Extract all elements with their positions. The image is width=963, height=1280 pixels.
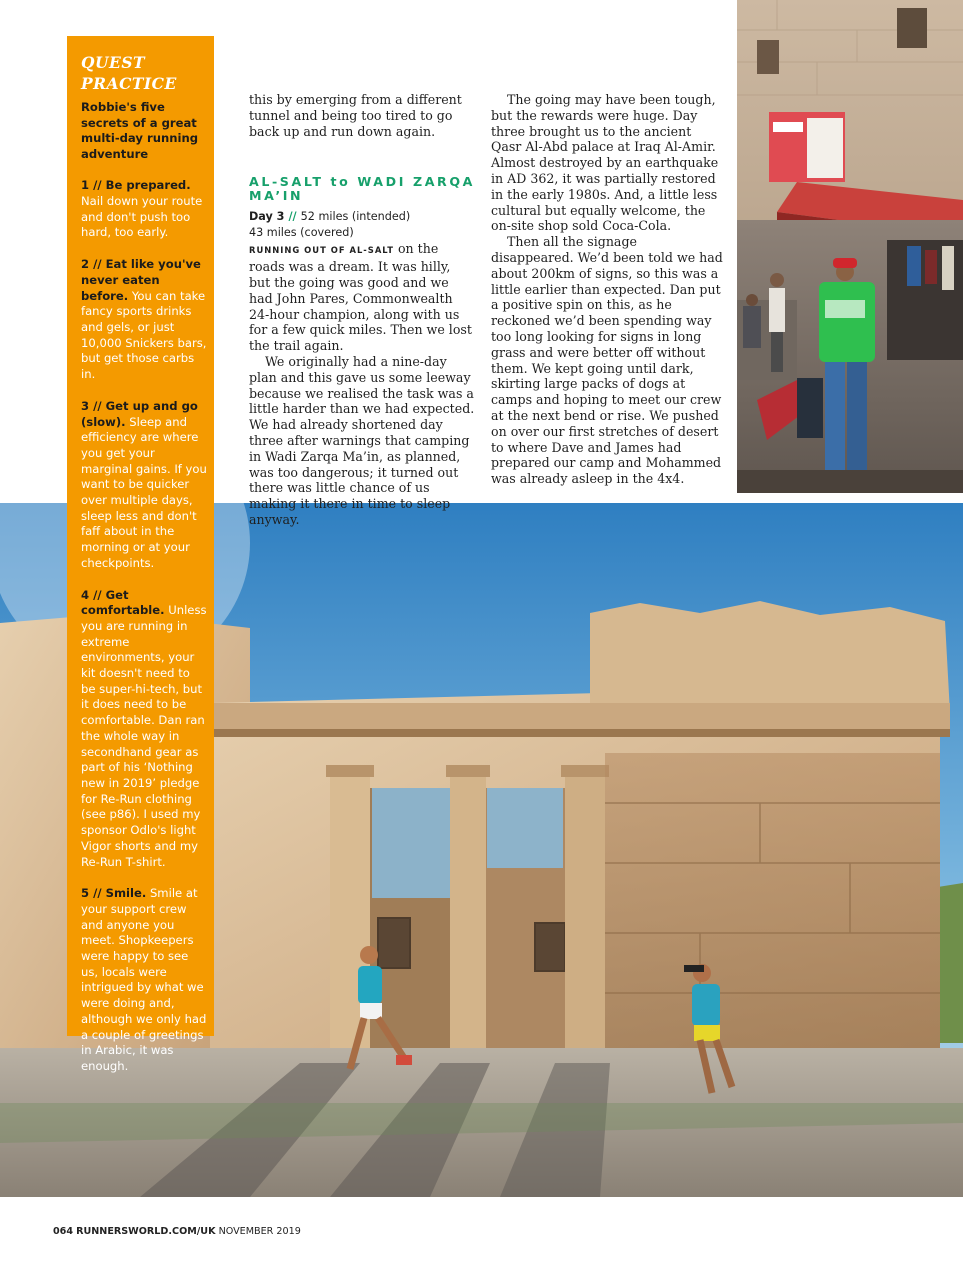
tip-item [81, 588, 208, 871]
tip-item [81, 178, 208, 241]
miles-covered: 43 miles (covered) [249, 226, 354, 240]
day-stats [249, 209, 475, 225]
quest-practice-sidebar [67, 36, 214, 1073]
tip-body: Unless you are running in extreme environments, your kit doesn't need to be super-hi-tech, but it does need to be comfortable. Dan ran the whole way in secondhand gear as part of his ‘Nothing new in 2019’ pledge for Re-Run clothing (see p86). I used my sponsor Odlo's light Vigor shorts and my Re-Run T-shirt. [81, 603, 207, 869]
tip-lead: 1 // Be prepared. [81, 178, 191, 193]
body-text: on the roads was a dream. It was hilly, but the going was good and we had John Pares, Commonwealth 24-hour champion, along with us for a few quick miles. Then we lost the trail again. [249, 241, 472, 354]
footer-site: RUNNERSWORLD.COM/UK [76, 1226, 216, 1237]
tip-lead: 2 // Eat like you've never eaten before. [81, 257, 201, 303]
page-number: 064 [53, 1226, 74, 1237]
lead-in-caps: RUNNING OUT OF AL-SALT [249, 245, 394, 256]
tip-lead: 5 // Smile. [81, 886, 147, 901]
page-footer [53, 1226, 301, 1237]
tip-lead: 3 // Get up and go (slow). [81, 398, 198, 429]
tip-body: Sleep and efficiency are where you get your marginal gains. If you want to be quicker over multiple days, sleep less and don't faff about in the morning or at your checkpoints. [81, 414, 207, 570]
body-paragraph: We originally had a nine-day plan and this gave us some leeway because we realised the task was a little harder than we had expected. We had already shortened day three after warnings that camping in Wadi Zarqa Ma’in, as planned, was too dangerous; it turned out there was little chance of us making it there in time to sleep anyway. [249, 353, 475, 527]
sidebar-title: QUEST PRACTICE [81, 53, 177, 93]
tip-body: Nail down your route and don't push too hard, too early. [81, 194, 203, 240]
tip-body: You can take fancy sports drinks and gels, or just 10,000 Snickers bars, but get those carbs in. [81, 288, 207, 382]
day-separator: // [288, 210, 297, 224]
body-paragraph: Then all the signage disappeared. We’d been told we had about 200km of signs, so this was a little earlier than expected. Dan put a positive spin on this, as he reckoned we’d been spending way too long looking for signs in long grass and were better off without them. We kept going until dark, skirting large packs of dogs at camps and hoping to meet our crew at the next bend or rise. We pushed on over our first stretches of desert to where Dave and James had prepared our camp and Mohammed was already asleep in the 4x4. [491, 234, 723, 487]
tip-item [81, 886, 208, 1074]
article-column-2 [491, 92, 723, 487]
miles-intended: 52 miles (intended) [300, 210, 411, 224]
section-heading: AL-SALT to WADI ZARQA MA’IN [249, 174, 476, 204]
tip-body: Smile at your support crew and anyone you meet. Shopkeepers were happy to see us, locals were intrigued by what we were doing and, although we only had a couple of greetings in Arabic, it was enough. [81, 886, 207, 1073]
article-column-1 [249, 92, 475, 528]
street-market-photo [737, 0, 963, 493]
body-paragraph: this by emerging from a different tunnel and being too tired to go back up and run down again. [249, 92, 462, 139]
tip-item [81, 257, 208, 383]
footer-issue: NOVEMBER 2019 [218, 1226, 301, 1237]
body-paragraph: The going may have been tough, but the rewards were huge. Day three brought us to the ancient Qasr Al-Abd palace at Iraq Al-Amir. Almost destroyed by an earthquake in AD 362, it was partially restored in the early 1980s. And, a little less cultural but equally welcome, the on-site shop sold Coca-Cola. [491, 92, 719, 234]
body-paragraph [249, 241, 475, 354]
day-label: Day 3 [249, 210, 285, 224]
tip-item [81, 399, 208, 572]
sidebar-intro: Robbie's five secrets of a great multi-day running adventure [81, 100, 199, 161]
tip-lead: 4 // Get comfortable. [81, 587, 165, 618]
